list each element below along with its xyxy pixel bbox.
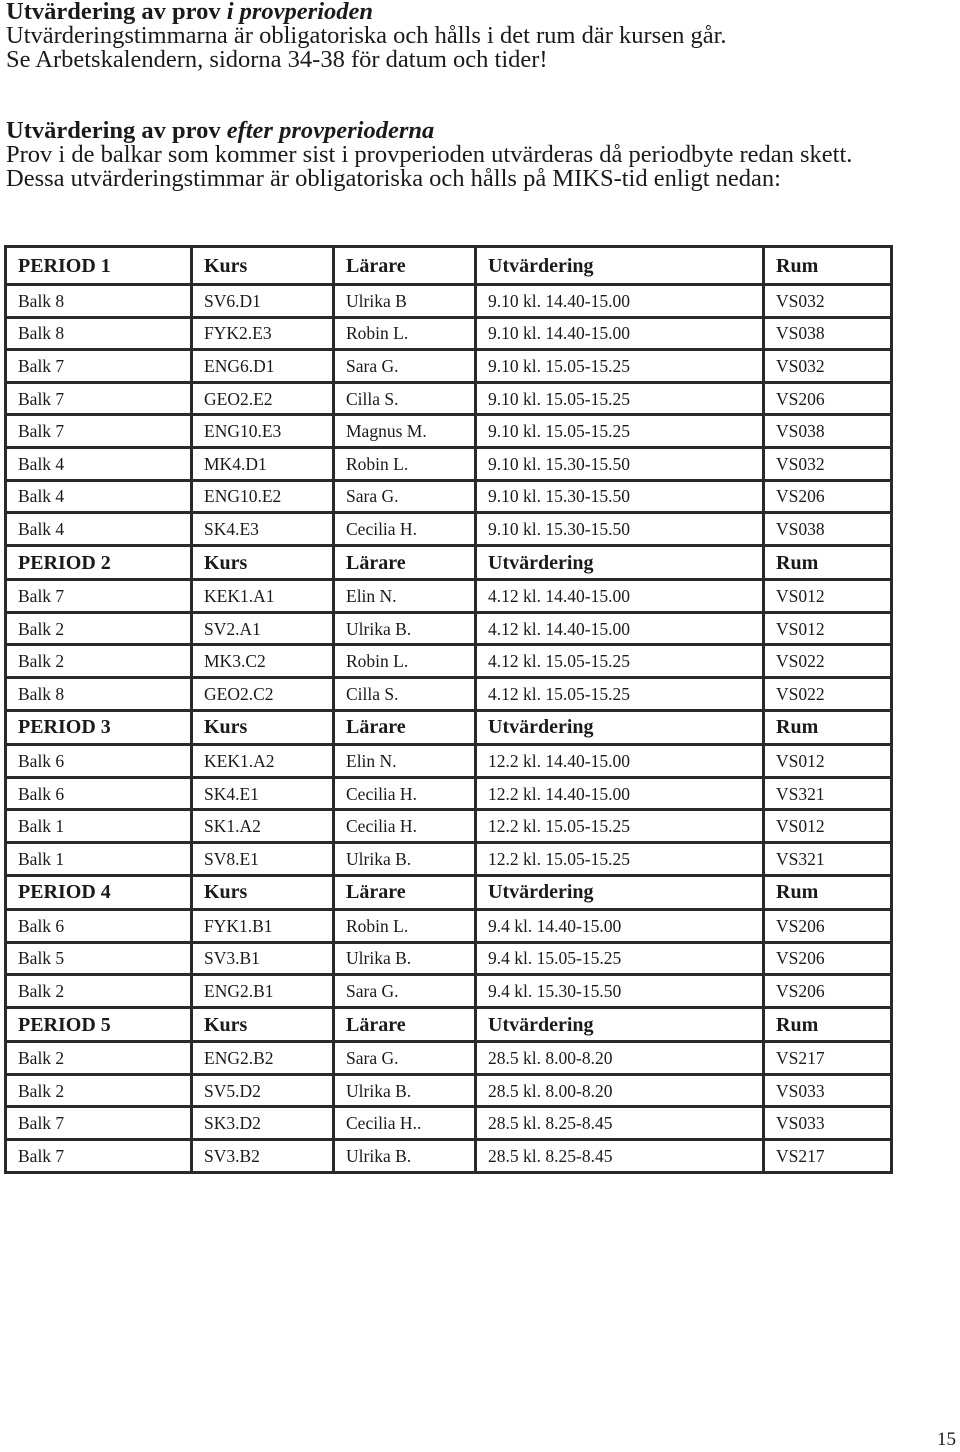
header-cell: Lärare xyxy=(334,710,476,745)
period-header-row xyxy=(6,875,892,910)
table-cell: KEK1.A1 xyxy=(192,580,334,613)
table-cell: VS217 xyxy=(764,1140,892,1173)
table-cell: VS321 xyxy=(764,777,892,810)
table-cell: Elin N. xyxy=(334,745,476,778)
table-cell: FYK1.B1 xyxy=(192,910,334,943)
table-cell: Cilla S. xyxy=(334,382,476,415)
table-cell: VS022 xyxy=(764,645,892,678)
table-cell: SK4.E3 xyxy=(192,513,334,546)
table-cell: Balk 2 xyxy=(6,975,192,1008)
table-cell: Balk 8 xyxy=(6,285,192,318)
table-cell: GEO2.C2 xyxy=(192,678,334,711)
header-cell: Utvärdering xyxy=(476,1007,764,1042)
table-cell: VS012 xyxy=(764,745,892,778)
table-cell: 4.12 kl. 15.05-15.25 xyxy=(476,678,764,711)
table-cell: 9.4 kl. 14.40-15.00 xyxy=(476,910,764,943)
header-cell: Lärare xyxy=(334,1007,476,1042)
header-cell: Utvärdering xyxy=(476,247,764,285)
table-cell: Cecilia H. xyxy=(334,810,476,843)
table-cell: Balk 1 xyxy=(6,810,192,843)
header-cell: Rum xyxy=(764,875,892,910)
schedule-body xyxy=(6,247,892,1173)
table-cell: Balk 7 xyxy=(6,1140,192,1173)
table-cell: VS022 xyxy=(764,678,892,711)
page-number: 15 xyxy=(937,1429,956,1450)
table-row xyxy=(6,645,892,678)
header-cell: Kurs xyxy=(192,710,334,745)
table-cell: Cecilia H. xyxy=(334,777,476,810)
header-cell: Utvärdering xyxy=(476,875,764,910)
table-cell: FYK2.E3 xyxy=(192,317,334,350)
table-cell: Balk 5 xyxy=(6,942,192,975)
table-cell: MK4.D1 xyxy=(192,447,334,480)
table-cell: VS038 xyxy=(764,513,892,546)
table-cell: Robin L. xyxy=(334,645,476,678)
table-cell: 9.10 kl. 15.05-15.25 xyxy=(476,350,764,383)
table-cell: Robin L. xyxy=(334,910,476,943)
table-cell: SV3.B2 xyxy=(192,1140,334,1173)
table-row xyxy=(6,678,892,711)
intro-section-provperioden xyxy=(6,0,946,72)
table-cell: Robin L. xyxy=(334,317,476,350)
table-cell: VS217 xyxy=(764,1042,892,1075)
evaluation-schedule-table xyxy=(4,245,893,1174)
table-cell: Balk 4 xyxy=(6,480,192,513)
table-cell: SV8.E1 xyxy=(192,842,334,875)
header-cell: Rum xyxy=(764,710,892,745)
header-cell: PERIOD 5 xyxy=(6,1007,192,1042)
table-row xyxy=(6,1074,892,1107)
table-cell: Balk 4 xyxy=(6,447,192,480)
table-cell: Balk 7 xyxy=(6,1107,192,1140)
header-cell: Utvärdering xyxy=(476,710,764,745)
table-row xyxy=(6,480,892,513)
table-cell: 9.4 kl. 15.05-15.25 xyxy=(476,942,764,975)
table-cell: 12.2 kl. 14.40-15.00 xyxy=(476,745,764,778)
table-cell: Balk 2 xyxy=(6,1074,192,1107)
table-cell: 28.5 kl. 8.00-8.20 xyxy=(476,1042,764,1075)
section-heading: Utvärdering av prov i provperioden xyxy=(6,0,374,25)
header-cell: Lärare xyxy=(334,247,476,285)
table-row xyxy=(6,777,892,810)
table-cell: 9.10 kl. 15.30-15.50 xyxy=(476,480,764,513)
table-cell: VS033 xyxy=(764,1074,892,1107)
table-cell: SK4.E1 xyxy=(192,777,334,810)
period-header-row xyxy=(6,1007,892,1042)
header-cell: Kurs xyxy=(192,545,334,580)
table-cell: Sara G. xyxy=(334,350,476,383)
section-text-line: Prov i de balkar som kommer sist i provperioden utvärderas då periodbyte redan skett. xyxy=(6,141,853,168)
table-cell: 9.10 kl. 15.30-15.50 xyxy=(476,513,764,546)
period-header-row xyxy=(6,710,892,745)
intro-section-efter-provperioderna xyxy=(6,119,946,191)
table-row xyxy=(6,842,892,875)
table-cell: VS033 xyxy=(764,1107,892,1140)
table-cell: ENG2.B2 xyxy=(192,1042,334,1075)
table-cell: Cecilia H. xyxy=(334,513,476,546)
table-row xyxy=(6,612,892,645)
table-cell: 4.12 kl. 14.40-15.00 xyxy=(476,612,764,645)
table-cell: VS012 xyxy=(764,612,892,645)
table-cell: VS012 xyxy=(764,580,892,613)
table-row xyxy=(6,975,892,1008)
table-cell: GEO2.E2 xyxy=(192,382,334,415)
table-cell: Balk 7 xyxy=(6,580,192,613)
table-cell: Balk 7 xyxy=(6,382,192,415)
table-row xyxy=(6,285,892,318)
table-cell: 28.5 kl. 8.00-8.20 xyxy=(476,1074,764,1107)
table-cell: 28.5 kl. 8.25-8.45 xyxy=(476,1140,764,1173)
section-text-line: Utvärderingstimmarna är obligatoriska och hålls i det rum där kursen går. xyxy=(6,22,727,49)
table-cell: Cilla S. xyxy=(334,678,476,711)
table-row xyxy=(6,1107,892,1140)
table-cell: Balk 6 xyxy=(6,777,192,810)
table-row xyxy=(6,382,892,415)
header-cell: Kurs xyxy=(192,1007,334,1042)
table-cell: 9.10 kl. 15.05-15.25 xyxy=(476,415,764,448)
table-cell: 12.2 kl. 14.40-15.00 xyxy=(476,777,764,810)
table-cell: VS038 xyxy=(764,317,892,350)
table-cell: 12.2 kl. 15.05-15.25 xyxy=(476,842,764,875)
table-cell: Balk 8 xyxy=(6,678,192,711)
header-cell: Lärare xyxy=(334,545,476,580)
period-header-row xyxy=(6,247,892,285)
table-cell: VS206 xyxy=(764,480,892,513)
table-cell: Ulrika B xyxy=(334,285,476,318)
table-cell: 9.4 kl. 15.30-15.50 xyxy=(476,975,764,1008)
table-row xyxy=(6,810,892,843)
table-cell: VS206 xyxy=(764,382,892,415)
table-cell: Balk 2 xyxy=(6,1042,192,1075)
table-cell: Sara G. xyxy=(334,975,476,1008)
table-cell: VS032 xyxy=(764,350,892,383)
header-cell: PERIOD 2 xyxy=(6,545,192,580)
table-cell: Robin L. xyxy=(334,447,476,480)
table-row xyxy=(6,447,892,480)
header-cell: Rum xyxy=(764,1007,892,1042)
table-cell: 9.10 kl. 15.05-15.25 xyxy=(476,382,764,415)
table-cell: Balk 6 xyxy=(6,910,192,943)
table-cell: Ulrika B. xyxy=(334,842,476,875)
table-cell: SV5.D2 xyxy=(192,1074,334,1107)
table-cell: VS206 xyxy=(764,942,892,975)
header-cell: Lärare xyxy=(334,875,476,910)
table-cell: Sara G. xyxy=(334,1042,476,1075)
table-cell: Balk 4 xyxy=(6,513,192,546)
intro-text xyxy=(6,0,946,191)
table-cell: ENG10.E2 xyxy=(192,480,334,513)
table-row xyxy=(6,580,892,613)
table-cell: Balk 6 xyxy=(6,745,192,778)
table-cell: SV2.A1 xyxy=(192,612,334,645)
table-cell: ENG2.B1 xyxy=(192,975,334,1008)
table-cell: ENG6.D1 xyxy=(192,350,334,383)
section-heading: Utvärdering av prov efter provperioderna xyxy=(6,117,435,144)
table-cell: VS012 xyxy=(764,810,892,843)
table-cell: Ulrika B. xyxy=(334,942,476,975)
table-cell: KEK1.A2 xyxy=(192,745,334,778)
table-row xyxy=(6,745,892,778)
table-cell: SV3.B1 xyxy=(192,942,334,975)
table-cell: SV6.D1 xyxy=(192,285,334,318)
table-cell: 4.12 kl. 15.05-15.25 xyxy=(476,645,764,678)
table-cell: VS206 xyxy=(764,975,892,1008)
header-cell: PERIOD 1 xyxy=(6,247,192,285)
header-cell: Rum xyxy=(764,247,892,285)
table-cell: MK3.C2 xyxy=(192,645,334,678)
header-cell: Kurs xyxy=(192,247,334,285)
table-cell: Sara G. xyxy=(334,480,476,513)
table-row xyxy=(6,317,892,350)
section-text-line: Dessa utvärderingstimmar är obligatoriska och hålls på MIKS-tid enligt nedan: xyxy=(6,165,781,192)
table-row xyxy=(6,942,892,975)
table-cell: Balk 7 xyxy=(6,350,192,383)
table-cell: 28.5 kl. 8.25-8.45 xyxy=(476,1107,764,1140)
table-cell: Elin N. xyxy=(334,580,476,613)
header-cell: Kurs xyxy=(192,875,334,910)
table-cell: Balk 8 xyxy=(6,317,192,350)
table-row xyxy=(6,350,892,383)
table-cell: Ulrika B. xyxy=(334,1140,476,1173)
table-cell: VS032 xyxy=(764,285,892,318)
table-cell: Balk 1 xyxy=(6,842,192,875)
table-cell: Ulrika B. xyxy=(334,612,476,645)
table-row xyxy=(6,1042,892,1075)
table-cell: VS321 xyxy=(764,842,892,875)
table-row xyxy=(6,415,892,448)
table-cell: Cecilia H.. xyxy=(334,1107,476,1140)
table-cell: VS032 xyxy=(764,447,892,480)
table-cell: SK3.D2 xyxy=(192,1107,334,1140)
table-cell: Balk 2 xyxy=(6,612,192,645)
table-cell: SK1.A2 xyxy=(192,810,334,843)
table-cell: 9.10 kl. 14.40-15.00 xyxy=(476,285,764,318)
table-cell: Magnus M. xyxy=(334,415,476,448)
header-cell: Rum xyxy=(764,545,892,580)
table-cell: Ulrika B. xyxy=(334,1074,476,1107)
table-cell: Balk 2 xyxy=(6,645,192,678)
table-cell: 9.10 kl. 15.30-15.50 xyxy=(476,447,764,480)
table-cell: VS206 xyxy=(764,910,892,943)
table-row xyxy=(6,1140,892,1173)
table-row xyxy=(6,513,892,546)
table-cell: 4.12 kl. 14.40-15.00 xyxy=(476,580,764,613)
table-cell: VS038 xyxy=(764,415,892,448)
table-cell: 12.2 kl. 15.05-15.25 xyxy=(476,810,764,843)
table-row xyxy=(6,910,892,943)
table-cell: ENG10.E3 xyxy=(192,415,334,448)
period-header-row xyxy=(6,545,892,580)
header-cell: PERIOD 4 xyxy=(6,875,192,910)
header-cell: Utvärdering xyxy=(476,545,764,580)
section-text-line: Se Arbetskalendern, sidorna 34-38 för datum och tider! xyxy=(6,46,548,73)
header-cell: PERIOD 3 xyxy=(6,710,192,745)
table-cell: 9.10 kl. 14.40-15.00 xyxy=(476,317,764,350)
table-cell: Balk 7 xyxy=(6,415,192,448)
